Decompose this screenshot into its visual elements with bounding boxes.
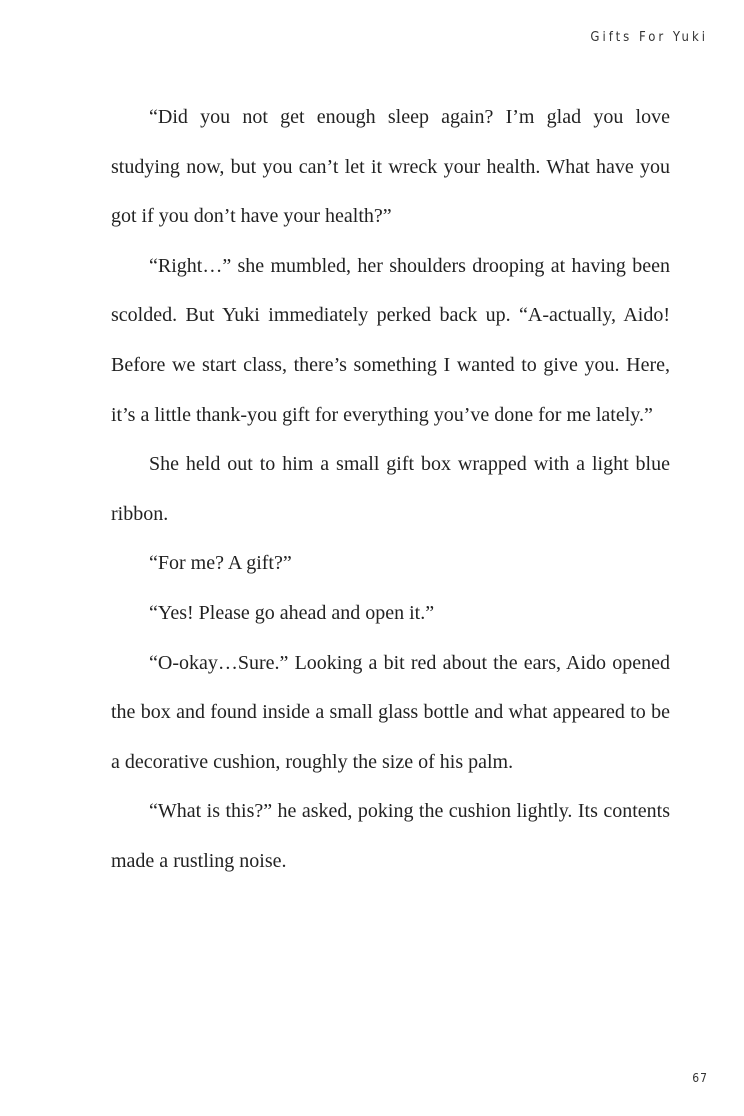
paragraph: “For me? A gift?”: [149, 552, 292, 575]
paragraph: “What is this?” he asked, poking the cushion lightly. Its contents made a rustling noise.: [111, 800, 670, 872]
paragraph: “Right…” she mumbled, her shoulders drooping at having been scolded. But Yuki immediately perked back up. “A-actually, Aido! Before we start class, there’s something I wanted to give you. Here, it’s a little thank-you gift for everything you’ve done for me lately.”: [111, 254, 670, 426]
running-head: Gifts For Yuki: [590, 30, 708, 45]
paragraph: “O-okay…Sure.” Looking a bit red about the ears, Aido opened the box and found inside a small glass bottle and what appeared to be a decorative cushion, roughly the size of his palm.: [111, 651, 670, 773]
page-number: 67: [692, 1071, 708, 1085]
paragraph: “Yes! Please go ahead and open it.”: [149, 601, 435, 624]
paragraph: “Did you not get enough sleep again? I’m glad you love studying now, but you can’t let it wreck your health. What have you got if you don’t have your health?”: [111, 106, 670, 228]
body-text: [111, 93, 670, 887]
paragraph: She held out to him a small gift box wrapped with a light blue ribbon.: [111, 453, 670, 525]
